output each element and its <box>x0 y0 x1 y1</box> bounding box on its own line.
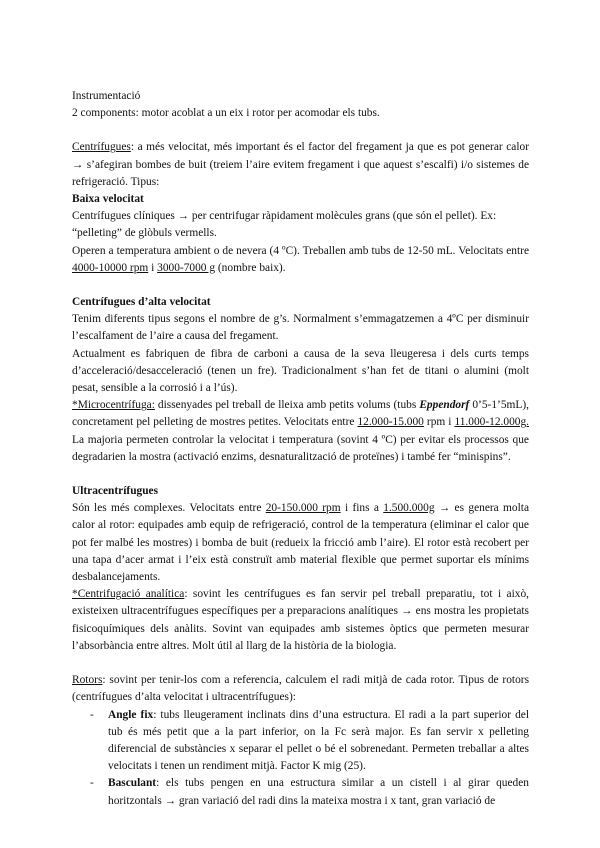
ultra-paragraph <box>72 500 529 586</box>
micro-text-d: La majoria permeten controlar la velocitat i temperatura (sovint 4 ºC) per evitar els processos que degradarien la mostra (activació enzims, desnaturalització de proteïnes) i també fer “minispins”. <box>72 433 529 463</box>
components-paragraph: 2 components: motor acoblat a un eix i rotor per acomodar els tubs. <box>72 107 380 120</box>
baixa-and: i <box>148 261 158 274</box>
basculant-text: : els tubs pengen en una estructura similar a un cistell i al girar queden horitzontals → gran variació del radi dins la mateixa mostra i x tant, gran variació de <box>108 777 529 807</box>
micro-text-a: dissenyades pel treball de lleixa amb petits volums (tubs <box>154 399 420 412</box>
baixa-rpm: 4000-10000 rpm <box>72 261 149 274</box>
microcentrifuga-paragraph <box>72 397 529 466</box>
rotor-types-list <box>72 707 529 810</box>
centrifugues-label: Centrífugues <box>72 141 131 154</box>
document-page <box>72 88 529 810</box>
ultra-text-b: i fins a <box>340 502 384 515</box>
micro-rpm: 12.000-15.000 <box>357 416 424 429</box>
ultracentrifugues-heading: Ultracentrífugues <box>72 485 159 498</box>
baixa-end: (nombre baix). <box>215 261 286 274</box>
ultra-text-a: Són les més complexes. Velocitats entre <box>72 502 266 515</box>
spacer <box>72 466 529 483</box>
baixa-p2-text: Operen a temperatura ambient o de nevera (4 ºC). Treballen amb tubs de 12-50 mL. Velocitats entre <box>72 244 529 257</box>
dash-bullet: - <box>90 708 94 721</box>
ultra-g: 1.500.000g <box>383 502 435 515</box>
centrifugues-text: : a més velocitat, més important és el factor del fregament ja que es pot generar calor → s’afegiran bombes de buit (treiem l’aire evitem fregament i que aquest s’escalfi) i/o sistemes de refrigeració. Tipus: <box>72 141 529 188</box>
document-heading: Instrumentació <box>72 90 141 102</box>
spacer <box>72 655 529 672</box>
micro-g: 11.000-12.000g. <box>454 416 529 429</box>
centrifugues-paragraph <box>72 139 529 191</box>
spacer <box>72 122 529 139</box>
list-item <box>72 775 529 809</box>
baixa-g: 3000-7000 g <box>157 261 216 274</box>
alta-paragraph-1: Tenim diferents tipus segons el nombre de g’s. Normalment s’emmagatzemen a 4ºC per disminuir l’escalfament de l’aire a causa del fregament. <box>72 313 529 343</box>
micro-text-b: 0’5-1’5mL), concretament pel pelleting de mostres petites. Velocitats entre <box>72 399 529 429</box>
analitica-text: : sovint les centrífugues es fan servir pel treball preparatiu, tot i això, existeixen ultracentrífugues específiques per a preparacions analítiques → ens mostra les propietats fisicoquímiques dels anàlits. Sovint van equipades amb sistemes òptics que permeten mesurar l’absorbància entre altres. Molt útil al llarg de la història de la biologia. <box>72 588 529 652</box>
rotors-label: Rotors <box>72 674 103 687</box>
basculant-title: Basculant <box>108 777 157 790</box>
spacer <box>72 277 529 294</box>
baixa-velocitat-heading: Baixa velocitat <box>72 193 144 206</box>
dash-bullet: - <box>90 777 94 790</box>
analitica-label: *Centrifugació analítica <box>72 588 185 601</box>
baixa-paragraph-1: Centrífugues clíniques → per centrifugar ràpidament molècules grans (que són el pellet). Ex: “pelleting” de glòbuls vermells. <box>72 210 497 240</box>
angle-fix-title: Angle fix <box>108 708 154 721</box>
rotors-paragraph <box>72 672 529 706</box>
baixa-paragraph-2 <box>72 243 529 277</box>
micro-text-c: rpm i <box>423 416 455 429</box>
list-item <box>72 707 529 776</box>
angle-fix-text: : tubs lleugerament inclinats dins d’una estructura. El radi a la part superior del tub és més petit que a la part inferior, on la Fc serà major. Es fan servir x pelleting diferencial de substàncies x separar el pellet o bé el sobrenedant. Permeten treballar a altes velocitats i tenen un rendiment mitjà. Factor K mig (25). <box>108 708 529 773</box>
ultra-rpm: 20-150.000 rpm <box>265 502 341 515</box>
ultra-text-c: → es genera molta calor al rotor: equipades amb equip de refrigeració, control de la temperatura (eliminar el calor que pot fer malbé les mostres) i bomba de buit (redueix la fricció amb l’aire). El rotor està recobert per una tapa d’acer armat i l’eix està construït amb material flexible que permet suportar els mínims desbalancejaments. <box>72 502 529 584</box>
micro-label: *Microcentrífuga: <box>72 399 155 412</box>
micro-brand: Eppendorf <box>419 399 470 412</box>
alta-paragraph-2: Actualment es fabriquen de fibra de carboni a causa de la seva lleugeresa i dels curts temps d’acceleració/desacceleració (tenen un fre). Tradicionalment s’han fet de titani o alumini (molt pesat, sensible a la corrosió i a l’ús). <box>72 347 529 395</box>
alta-velocitat-heading: Centrífugues d’alta velocitat <box>72 296 211 309</box>
rotors-text: : sovint per tenir-los com a referencia, calculem el radi mitjà de cada rotor. Tipus de rotors (centrífugues d’alta velocitat i ultracentrífugues): <box>72 674 529 704</box>
analitica-paragraph <box>72 586 529 655</box>
